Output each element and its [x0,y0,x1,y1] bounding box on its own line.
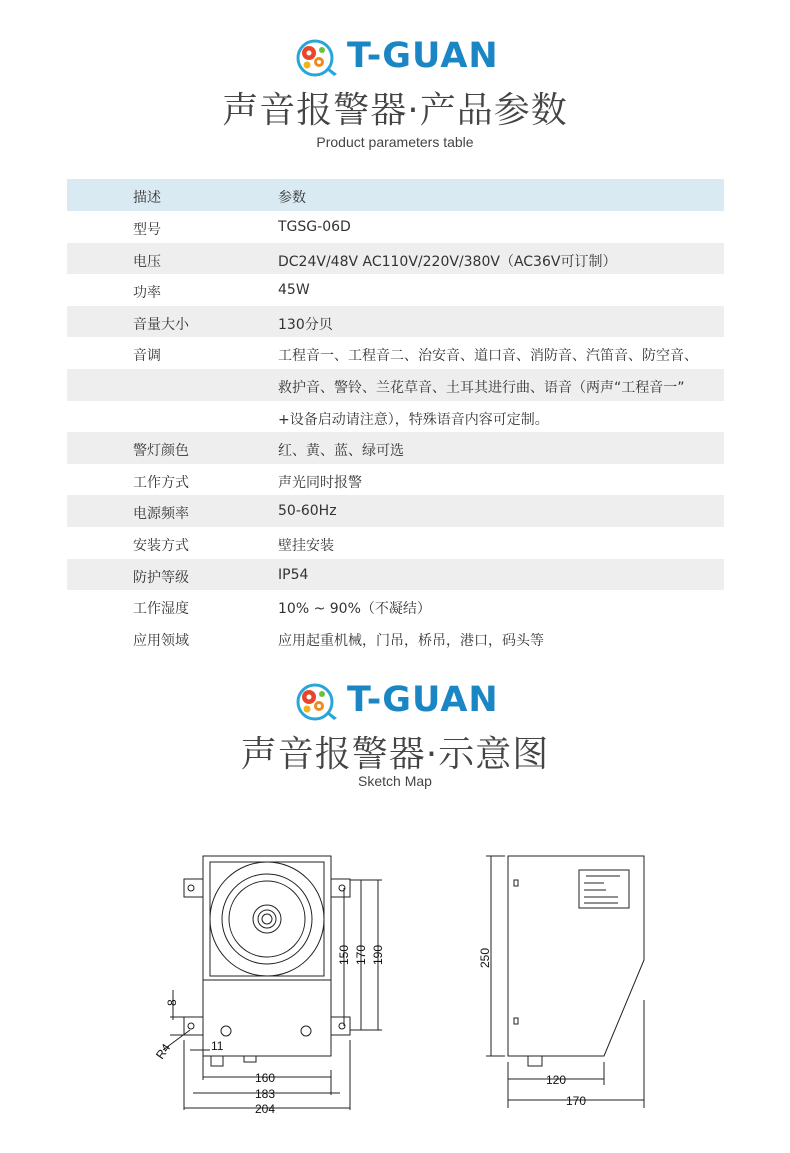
row-key: 防护等级 [133,569,189,586]
table-row [67,527,724,559]
row-key: 安装方式 [133,537,189,554]
gear-bulb-logo-icon [291,682,343,722]
table-row [67,337,724,369]
row-key: 工作方式 [133,474,189,491]
table-row [67,590,724,622]
table-header-row [67,179,724,211]
row-value: 应用起重机械，门吊，桥吊，港口，码头等 [278,632,544,649]
section-subtitle: Sketch Map [358,773,432,789]
row-key: 电压 [133,253,161,270]
section-title: 声音报警器·示意图 [240,734,550,775]
dim-160: 160 [255,1071,276,1085]
dim-250: 250 [478,947,492,968]
row-value: 50-60Hz [278,503,337,520]
dim-170: 170 [354,944,368,965]
row-key: 音量大小 [133,316,189,333]
row-value: TGSG-06D [278,219,351,235]
row-value: +设备启动请注意），特殊语音内容可定制。 [278,411,549,428]
row-value: IP54 [278,566,309,583]
table-row [67,401,724,433]
table-row [67,243,724,275]
row-key: 电源频率 [133,506,189,523]
gear-bulb-logo-icon [291,38,343,78]
row-value: 工程音一、工程音二、治安音、道口音、消防音、汽笛音、防空音、 [278,348,698,365]
row-key: 型号 [133,222,161,238]
header-key: 描述 [133,190,161,206]
page-title: 声音报警器·产品参数 [222,90,568,131]
row-value: 声光同时报警 [278,474,362,491]
table-row [67,432,724,464]
sketch-drawings [0,840,790,1140]
page-subtitle: Product parameters table [316,134,474,150]
row-value: 130分贝 [278,316,333,333]
row-value: 壁挂安装 [278,537,334,554]
dim-150: 150 [337,944,351,965]
dim-190: 190 [371,944,385,965]
brand-name: T-GUAN [347,36,499,76]
side-view [486,856,644,1108]
brand-header-1 [0,38,790,78]
table-row [67,211,724,243]
dim-120: 120 [546,1073,567,1087]
row-value: 救护音、警铃、兰花草音、土耳其进行曲、语音（两声“工程音一” [278,379,685,396]
table-row [67,464,724,496]
row-key: 功率 [133,285,161,302]
row-key: 应用领域 [133,632,189,649]
row-key: 警灯颜色 [133,443,189,460]
table-row [67,306,724,338]
table-row [67,559,724,591]
dim-11: 11 [211,1039,224,1053]
brand-header-2 [0,682,790,722]
row-value: 红、黄、蓝、绿可选 [278,443,404,460]
dim-183: 183 [255,1087,276,1101]
brand-name: T-GUAN [347,680,499,720]
dim-8: 8 [165,999,179,1006]
dim-side-170: 170 [566,1094,587,1108]
table-row [67,274,724,306]
row-value: DC24V/48V AC110V/220V/380V（AC36V可订制） [278,253,617,270]
table-row [67,369,724,401]
row-key: 音调 [133,348,161,365]
dim-r4: R4 [152,1041,174,1062]
parameters-table [67,179,724,653]
row-value: 10% ~ 90%（不凝结） [278,601,431,618]
dim-204: 204 [255,1102,276,1116]
table-row [67,495,724,527]
row-key: 工作湿度 [133,601,189,618]
table-row [67,622,724,654]
row-value: 45W [278,282,310,299]
header-value: 参数 [278,190,306,206]
